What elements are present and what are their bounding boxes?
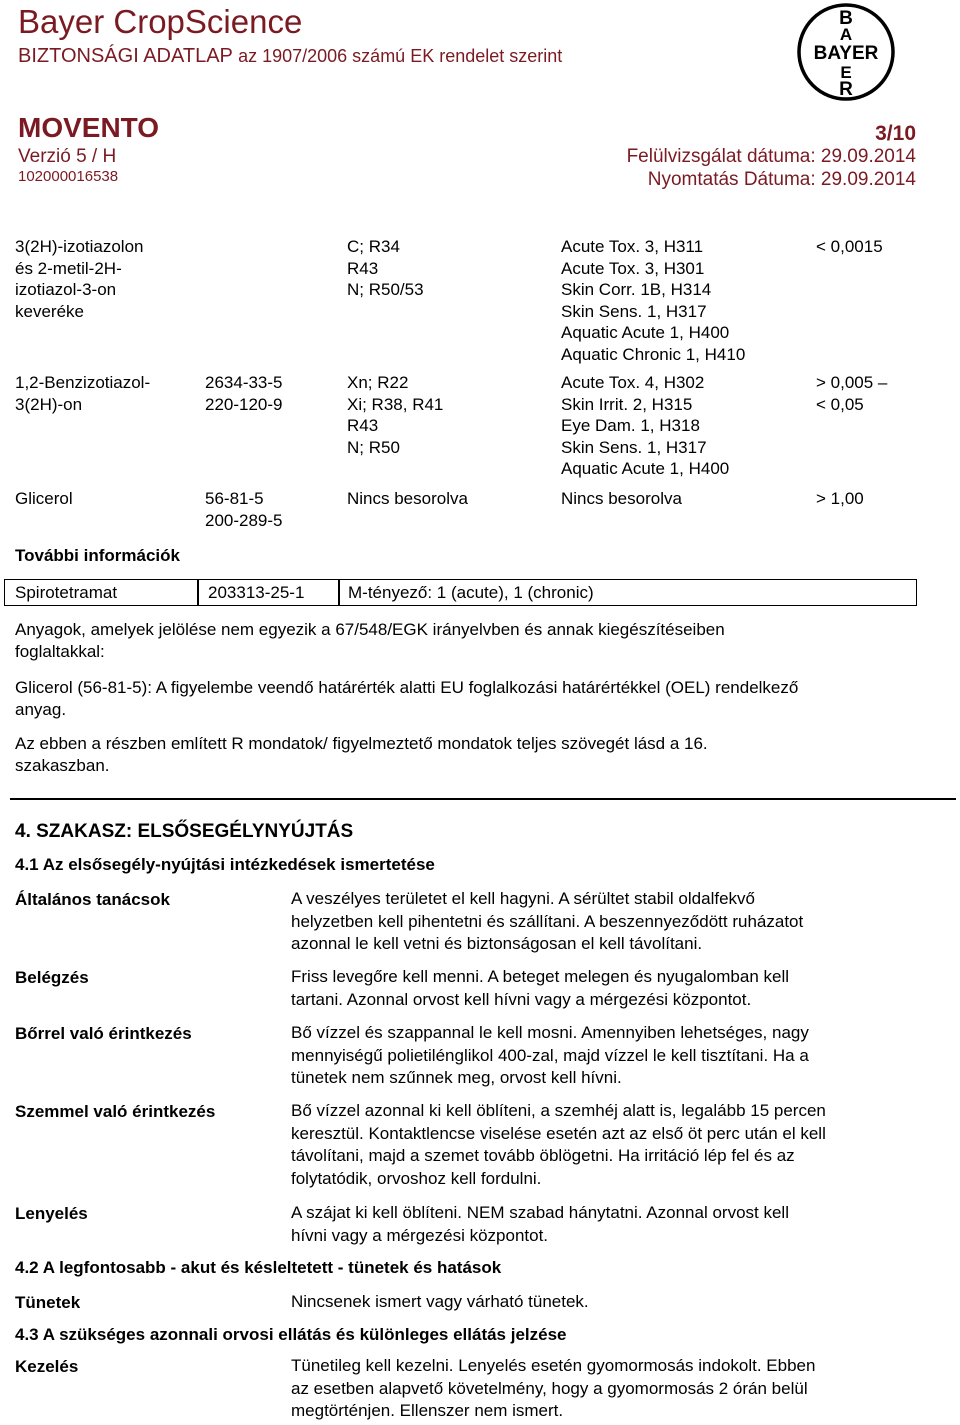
first-aid-text-line: Bő vízzel és szappannal le kell mosni. Amennyiben lehetséges, nagy xyxy=(291,1023,809,1042)
subsection-4-3-title: 4.3 A szükséges azonnali orvosi ellátás és különleges ellátás jelzése xyxy=(15,1325,567,1344)
note-line: Glicerol (56-81-5): A figyelembe veendő határérték alatti EU foglalkozási határértékkel (OEL) rendelkező xyxy=(15,678,799,697)
first-aid-label: Lenyelés xyxy=(15,1204,88,1223)
first-aid-text-line: folytatódik, orvoshoz kell fordulni. xyxy=(291,1168,542,1188)
print-date: Nyomtatás Dátuma: 29.09.2014 xyxy=(647,169,916,190)
component-concentration-line: < 0,0015 xyxy=(816,237,883,256)
component-classification-clp xyxy=(561,236,745,365)
component-classification-clp-line: Eye Dam. 1, H318 xyxy=(561,416,700,435)
component-cas-line: 220-120-9 xyxy=(205,394,283,414)
component-classification-dsd-line: R43 xyxy=(347,416,379,435)
document-subtitle xyxy=(18,44,562,68)
note-line: foglaltakkal: xyxy=(15,641,105,661)
first-aid-text xyxy=(291,1022,931,1090)
first-aid-label: Szemmel való érintkezés xyxy=(15,1102,216,1121)
component-cas-line: 56-81-5 xyxy=(205,489,264,508)
component-classification-dsd xyxy=(347,236,424,301)
first-aid-label: Bőrrel való érintkezés xyxy=(15,1024,192,1043)
component-cas-line: 200-289-5 xyxy=(205,510,283,530)
component-name-line: 1,2-Benzizotiazol- xyxy=(15,373,151,392)
first-aid-text-line: Friss levegőre kell menni. A beteget melegen és nyugalomban kell xyxy=(291,967,790,986)
component-name xyxy=(15,236,144,322)
component-classification-clp-line: Aquatic Acute 1, H400 xyxy=(561,323,730,342)
component-name-line: 3(2H)-izotiazolon xyxy=(15,237,144,256)
component-classification-dsd-line: R43 xyxy=(347,258,379,278)
first-aid-text-line: keresztül. Kontaktlencse viselése esetén azt az első öt perc után el kell xyxy=(291,1123,826,1143)
first-aid-text xyxy=(291,1202,931,1247)
component-name xyxy=(15,488,73,510)
component-name-line: 3(2H)-on xyxy=(15,394,83,414)
first-aid-text-line: tartani. Azonnal orvost kell hívni vagy a mérgezési központot. xyxy=(291,989,752,1009)
first-aid-text-line: Nincsenek ismert vagy várható tünetek. xyxy=(291,1292,589,1311)
version: Verzió 5 / H xyxy=(18,146,117,167)
component-classification-clp-line: Acute Tox. 3, H311 xyxy=(561,237,704,256)
first-aid-text xyxy=(291,1291,931,1314)
first-aid-text xyxy=(291,888,931,956)
m-factor-value: M-tényező: 1 (acute), 1 (chronic) xyxy=(348,583,594,602)
product-name: MOVENTO xyxy=(18,112,160,143)
component-name-line: és 2-metil-2H- xyxy=(15,258,122,278)
document-number: 102000016538 xyxy=(18,168,119,185)
subtitle-main: BIZTONSÁGI ADATLAP xyxy=(18,45,233,67)
note-paragraph-2 xyxy=(15,677,915,720)
component-classification-clp-line: Skin Irrit. 2, H315 xyxy=(561,394,693,414)
first-aid-text-line: megtörténjen. Ellenszer nem ismert. xyxy=(291,1401,564,1420)
component-cas xyxy=(205,372,283,415)
m-factor-cas: 203313-25-1 xyxy=(208,583,305,602)
component-classification-dsd-line: N; R50/53 xyxy=(347,280,424,299)
component-classification-dsd xyxy=(347,372,443,458)
m-factor-substance: Spirotetramat xyxy=(15,583,118,602)
first-aid-text-line: hívni vagy a mérgezési központot. xyxy=(291,1225,549,1245)
first-aid-text-line: Bő vízzel azonnal ki kell öblíteni, a szemhéj alatt is, legalább 15 percen xyxy=(291,1101,826,1120)
component-classification-clp-line: Skin Sens. 1, H317 xyxy=(561,437,707,457)
component-name-line: keveréke xyxy=(15,301,84,321)
note-paragraph-3 xyxy=(15,733,915,776)
first-aid-text-line: azonnal le kell vetni és biztonságosan el kell távolítani. xyxy=(291,934,703,953)
component-classification-clp-line: Aquatic Acute 1, H400 xyxy=(561,459,730,478)
first-aid-text-line: Tünetileg kell kezelni. Lenyelés esetén gyomormosás indokolt. Ebben xyxy=(291,1356,816,1375)
component-cas xyxy=(205,488,283,531)
component-concentration-line: > 0,005 – xyxy=(816,373,888,392)
component-classification-dsd-line: Nincs besorolva xyxy=(347,489,468,508)
revision-date: Felülvizsgálat dátuma: 29.09.2014 xyxy=(626,146,916,167)
component-classification-clp-line: Skin Sens. 1, H317 xyxy=(561,301,707,321)
component-classification-dsd xyxy=(347,488,468,510)
component-classification-dsd-line: C; R34 xyxy=(347,237,400,256)
first-aid-text-line: A szájat ki kell öblíteni. NEM szabad hánytatni. Azonnal orvost kell xyxy=(291,1203,789,1222)
component-classification-clp-line: Skin Corr. 1B, H314 xyxy=(561,280,712,299)
first-aid-text-line: helyzetben kell pihentetni és szállítani. A beszennyeződött ruházatot xyxy=(291,911,804,931)
subsection-4-1-title: 4.1 Az elsősegély-nyújtási intézkedések ismertetése xyxy=(15,855,435,874)
page-number: 3/10 xyxy=(875,122,916,145)
subtitle-regulation: az 1907/2006 számú EK rendelet szerint xyxy=(238,46,563,66)
component-name xyxy=(15,372,150,415)
first-aid-text-line: A veszélyes területet el kell hagyni. A sérültet stabil oldalfekvő xyxy=(291,889,755,908)
logo-word: BAYER xyxy=(813,43,879,64)
logo-letter-e: E xyxy=(840,63,852,82)
component-classification-clp-line: Aquatic Chronic 1, H410 xyxy=(561,344,746,364)
subsection-4-2-title: 4.2 A legfontosabb - akut és késleltetett - tünetek és hatások xyxy=(15,1258,502,1277)
section-divider xyxy=(10,798,956,800)
component-cas-line: 2634-33-5 xyxy=(205,373,283,392)
component-classification-clp-line: Acute Tox. 3, H301 xyxy=(561,258,705,278)
first-aid-label: Általános tanácsok xyxy=(15,890,170,909)
first-aid-label: Kezelés xyxy=(15,1357,79,1376)
bayer-cross-logo xyxy=(796,2,896,102)
component-name-line: Glicerol xyxy=(15,489,73,508)
component-classification-clp-line: Acute Tox. 4, H302 xyxy=(561,373,705,392)
component-classification-dsd-line: N; R50 xyxy=(347,437,400,457)
m-factor-table xyxy=(4,579,917,606)
first-aid-text-line: tünetek nem szűnnek meg, orvost kell hívni. xyxy=(291,1068,622,1087)
table-divider xyxy=(197,580,199,605)
component-concentration xyxy=(816,236,883,258)
first-aid-label: Belégzés xyxy=(15,968,89,987)
first-aid-text-line: távolítani, majd a szemet tovább öblögetni. Ha irritáció lép fel és az xyxy=(291,1146,795,1165)
note-line: Anyagok, amelyek jelölése nem egyezik a 67/548/EGK irányelvben és annak kiegészítéseiben xyxy=(15,620,725,639)
component-classification-clp-line: Nincs besorolva xyxy=(561,489,682,508)
component-concentration-line: < 0,05 xyxy=(816,394,864,414)
component-classification-dsd-line: Xi; R38, R41 xyxy=(347,394,444,414)
component-concentration-line: > 1,00 xyxy=(816,489,864,508)
first-aid-text xyxy=(291,1100,931,1190)
component-classification-dsd-line: Xn; R22 xyxy=(347,373,409,392)
note-line: Az ebben a részben említett R mondatok/ figyelmeztető mondatok teljes szövegét lásd a 16. xyxy=(15,734,708,753)
component-concentration xyxy=(816,488,864,510)
brand-name: Bayer CropScience xyxy=(18,3,303,40)
first-aid-text xyxy=(291,1355,931,1423)
further-info-label: További információk xyxy=(15,546,180,565)
note-paragraph-1 xyxy=(15,619,915,662)
component-concentration xyxy=(816,372,887,415)
note-line: szakaszban. xyxy=(15,755,110,775)
logo-letter-r: R xyxy=(839,79,853,100)
table-divider xyxy=(338,580,340,605)
first-aid-text xyxy=(291,966,931,1011)
component-name-line: izotiazol-3-on xyxy=(15,280,117,299)
component-classification-clp xyxy=(561,372,729,480)
first-aid-text-line: az esetben alapvető követelmény, hogy a gyomormosás 2 órán belül xyxy=(291,1378,808,1398)
section-4-title: 4. SZAKASZ: ELSŐSEGÉLYNYÚJTÁS xyxy=(15,821,354,842)
first-aid-text-line: mennyiségű polietilénglikol 400-zal, majd vízzel le kell tisztítani. Ha a xyxy=(291,1045,809,1065)
first-aid-label: Tünetek xyxy=(15,1293,81,1312)
logo-letter-b: B xyxy=(839,8,853,29)
component-classification-clp xyxy=(561,488,682,510)
logo-letter-a: A xyxy=(839,25,853,44)
note-line: anyag. xyxy=(15,699,67,719)
